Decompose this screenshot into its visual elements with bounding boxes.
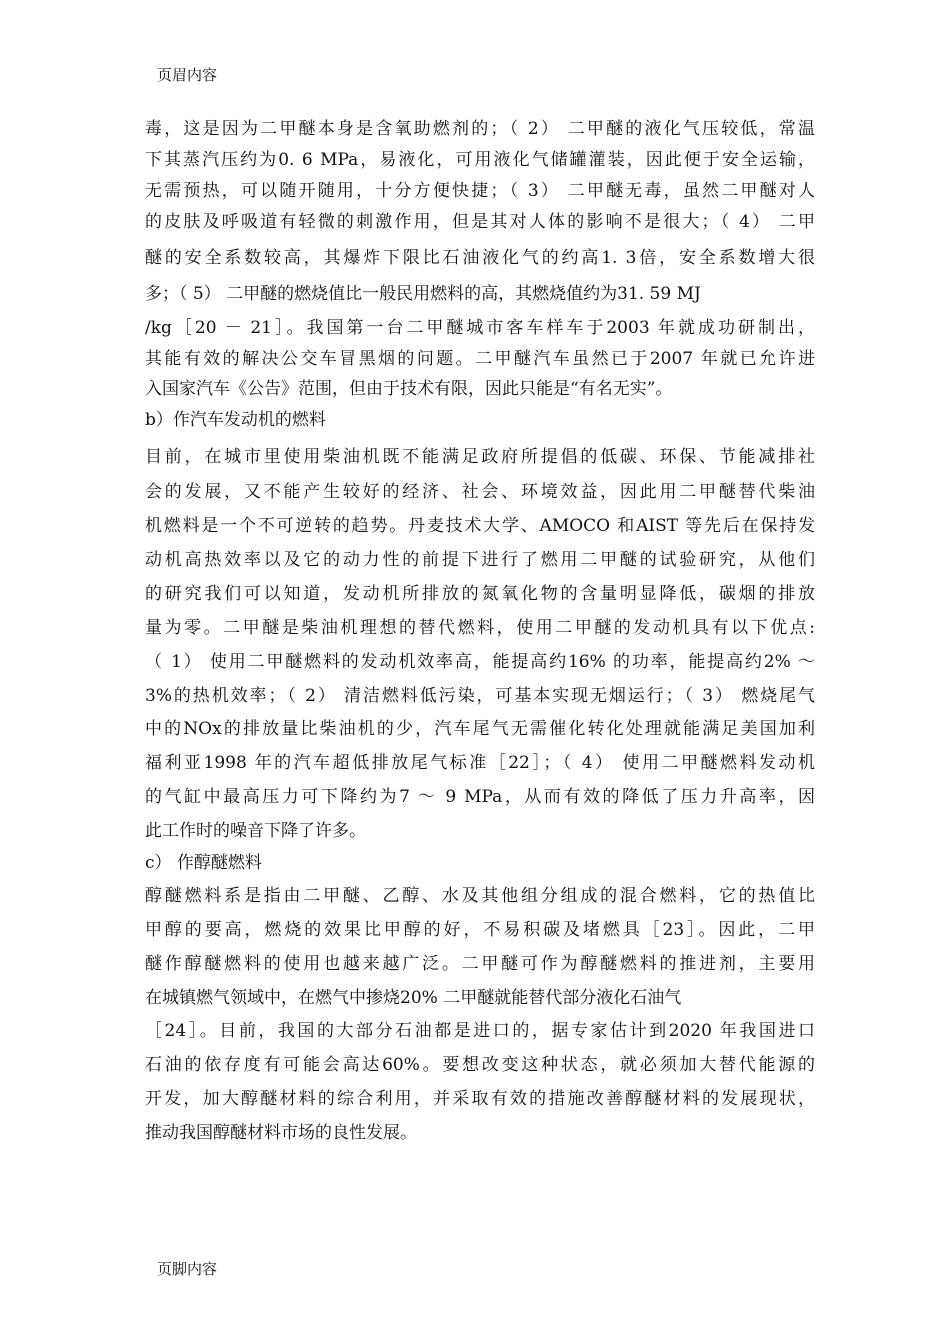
text-line: 的研究我们可以知道，发动机所排放的氮氧化物的含量明显降低，碳烟的排放 — [145, 584, 815, 604]
text-line: 此工作时的噪音下降了许多。 — [145, 821, 366, 841]
text-line: 石油的依存度有可能会高达60%。要想改变这种状态，就必须加大替代能源的 — [145, 1055, 815, 1075]
text-line: 福利亚1998 年的汽车超低排放尾气标准［22］；（ 4） 使用二甲醚燃料发动机 — [145, 753, 815, 773]
text-line: /kg［20 － 21］。我国第一台二甲醚城市客车样车于2003 年就成功研制出， — [145, 318, 815, 338]
text-line: ［24］。目前，我国的大部分石油都是进口的，据专家估计到2020 年我国进口 — [145, 1021, 815, 1041]
text-line: 醚作醇醚燃料的使用也越来越广泛。二甲醚可作为醇醚燃料的推进剂，主要用 — [145, 954, 815, 974]
text-line: 中的NOx的排放量比柴油机的少，汽车尾气无需催化转化处理就能满足美国加利 — [145, 719, 815, 739]
text-line: 目前，在城市里使用柴油机既不能满足政府所提倡的低碳、环保、节能减排社 — [145, 447, 815, 467]
text-line: 推动我国醇醚材料市场的良性发展。 — [145, 1123, 417, 1143]
page-header: 页眉内容 — [157, 66, 218, 84]
page-footer: 页脚内容 — [157, 1260, 218, 1278]
text-line: 醚的安全系数较高，其爆炸下限比石油液化气的约高1. 3倍，安全系数增大很 — [145, 248, 815, 268]
text-line: 机燃料是一个不可逆转的趋势。丹麦技术大学、AMOCO 和AIST 等先后在保持发 — [145, 516, 815, 536]
text-line: 的气缸中最高压力可下降约为7 ～ 9 MPa，从而有效的降低了压力升高率，因 — [145, 787, 815, 807]
text-line: （ 1） 使用二甲醚燃料的发动机效率高，能提高约16% 的功率，能提高约2% ～ — [145, 652, 815, 672]
text-line: 多；（ 5） 二甲醚的燃烧值比一般民用燃料的高，其燃烧值约为31. 59 MJ — [145, 284, 701, 304]
section-heading-c: c） 作醇醚燃料 — [145, 853, 262, 873]
text-line: 会的发展，又不能产生较好的经济、社会、环境效益，因此用二甲醚替代柴油 — [145, 482, 815, 502]
text-line: 无需预热，可以随开随用，十分方便快捷；（ 3） 二甲醚无毒，虽然二甲醚对人 — [145, 181, 815, 201]
text-line: 动机高热效率以及它的动力性的前提下进行了燃用二甲醚的试验研究，从他们 — [145, 550, 815, 570]
text-line: 的皮肤及呼吸道有轻微的刺激作用，但是其对人体的影响不是很大；（ 4） 二甲 — [145, 212, 815, 232]
text-line: 量为零。二甲醚是柴油机理想的替代燃料，使用二甲醚的发动机具有以下优点: — [145, 618, 815, 638]
text-line: 在城镇燃气领域中，在燃气中掺烧20% 二甲醚就能替代部分液化石油气 — [145, 988, 682, 1008]
text-line: 入国家汽车《公告》范围，但由于技术有限，因此只能是“有名无实”。 — [145, 379, 673, 399]
text-line: 毒，这是因为二甲醚本身是含氧助燃剂的；（ 2） 二甲醚的液化气压较低，常温 — [145, 119, 815, 139]
text-line: 甲醇的要高，燃烧的效果比甲醇的好，不易积碳及堵燃具［23］。因此，二甲 — [145, 920, 815, 940]
text-line: 3%的热机效率；（ 2） 清洁燃料低污染，可基本实现无烟运行；（ 3） 燃烧尾气 — [145, 686, 815, 706]
text-line: 醇醚燃料系是指由二甲醚、乙醇、水及其他组分组成的混合燃料，它的热值比 — [145, 886, 815, 906]
text-line: 开发，加大醇醚材料的综合利用，并采取有效的措施改善醇醚材料的发展现状， — [145, 1089, 815, 1109]
text-line: 下其蒸汽压约为0. 6 MPa，易液化，可用液化气储罐灌装，因此便于安全运输， — [145, 150, 815, 170]
section-heading-b: b）作汽车发动机的燃料 — [145, 410, 326, 430]
text-line: 其能有效的解决公交车冒黑烟的问题。二甲醚汽车虽然已于2007 年就已允许进 — [145, 349, 815, 369]
